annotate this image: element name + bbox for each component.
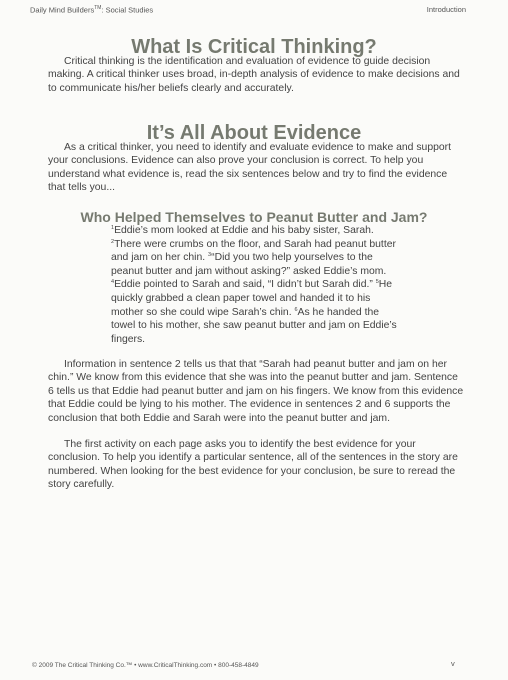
sentence-number: 4 (111, 279, 115, 286)
copyright-footer: © 2009 The Critical Thinking Co.™ • www.CriticalThinking.com • 800-458-4849 (32, 662, 259, 669)
sentence-number: 3 (208, 252, 212, 259)
sentence-number: 6 (294, 306, 298, 313)
story-sentence: “Did you two help yourselves to the peanut butter and jam without asking?” asked Eddie’s mom. (111, 252, 387, 277)
critical-thinking-title: What Is Critical Thinking? (131, 36, 377, 58)
evidence-title: It’s All About Evidence (146, 122, 362, 144)
sentence-number: 2 (111, 238, 115, 245)
story-sentence: There were crumbs on the floor, and Sarah had peanut butter and jam on her chin. (111, 238, 396, 264)
story-sentence: Eddie pointed to Sarah and said, “I didn’t but Sarah did.” (114, 279, 376, 291)
section-label: Introduction (426, 5, 466, 14)
analysis-paragraph: Information in sentence 2 tells us that that “Sarah had peanut butter and jam on her chin.” We know from this evidence that she was into the peanut butter and jam. Sentence 6 tells us that Eddie had peanut butter and jam on his fingers. We know from this evidence that Eddie could be lying to his mother. The evidence in sentences 2 and 6 supports the conclusion that both Eddie and Sarah were into the peanut butter and jam. (48, 359, 464, 424)
story-sentence: Eddie’s mom looked at Eddie and his baby sister, Sarah. (114, 225, 374, 236)
sentence-number: 1 (111, 225, 115, 231)
story-title: Who Helped Themselves to Peanut Butter and Jam? (80, 209, 428, 225)
story-text (111, 224, 401, 346)
page-header (30, 5, 466, 15)
story-sentence: He quickly grabbed a clean paper towel and handed it to his mother so she could wipe Sarah’s chin. (111, 279, 393, 318)
evidence-paragraph: As a critical thinker, you need to identify and evaluate evidence to make and support your conclusions. Evidence can also prove your conclusion is correct. To help you understand what evidence is, read the six sentences below and try to find the evidence that tells you... (48, 142, 452, 194)
page-number: v (451, 659, 455, 668)
instructions-paragraph: The first activity on each page asks you to identify the best evidence for your conclusion. To help you identify a particular sentence, all of the sentences in the story are numbered. When looking for the best evidence for your conclusion, be sure to reread the story carefully. (48, 439, 458, 491)
story-sentence: As he handed the towel to his mother, she saw peanut butter and jam on Eddie’s fingers. (111, 306, 397, 345)
critical-thinking-paragraph: Critical thinking is the identification and evaluation of evidence to guide decision making. A critical thinker uses broad, in-depth analysis of evidence to make decisions and to communicate his/her beliefs clearly and accurately. (48, 56, 460, 94)
sentence-number: 5 (375, 279, 379, 286)
book-series-label: Daily Mind Builders™: Social Studies (30, 5, 154, 15)
